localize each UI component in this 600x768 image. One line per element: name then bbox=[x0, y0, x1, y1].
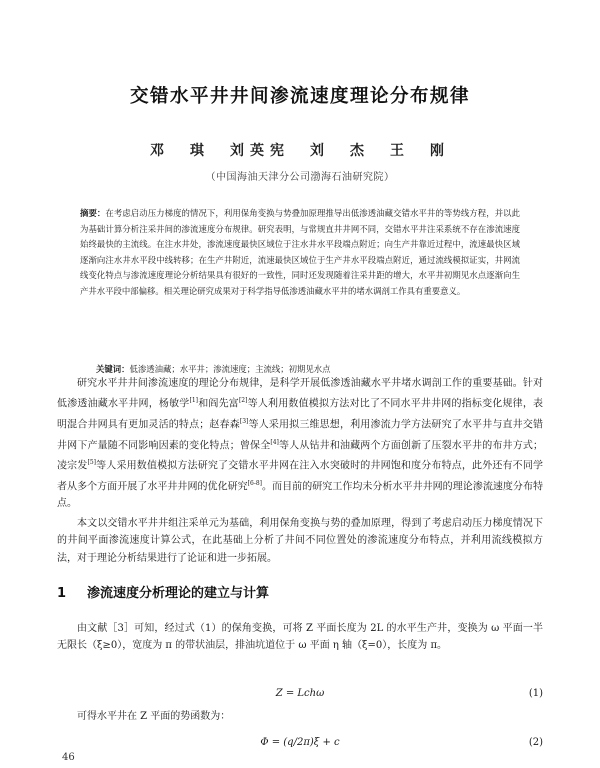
section-number: 1 bbox=[57, 586, 67, 601]
paragraph-text: 本文以交错水平井井组注采单元为基础，利用保角变换与势的叠加原理，得到了考虑启动压力梯度情况下的井间平面渗流速度计算公式，在此基础上分析了井间不同位置处的渗流速度分布特点，并利用流线模拟方法，对于理论分析结果进行了论证和进一步拓展。 bbox=[57, 518, 543, 564]
abstract-label: 摘要： bbox=[80, 208, 106, 218]
text-run: 等人采用拟三维思想，利用渗流力学方法研究了水平井与直井交错井网下产量随不同影响因素的变化特点；曾保全 bbox=[57, 419, 544, 451]
page-number: 46 bbox=[62, 752, 75, 763]
section-title: 渗流速度分析理论的建立与计算 bbox=[87, 586, 270, 601]
citation: [5] bbox=[87, 459, 96, 467]
equation-number: (2) bbox=[528, 737, 543, 748]
method-paragraph-1 bbox=[57, 620, 543, 655]
section-heading bbox=[57, 582, 269, 601]
affiliation: （中国海油天津分公司渤海石油研究院） bbox=[205, 172, 395, 183]
text-run: 等人利用数值模拟方法对比了不同水平井井网的指标变化规律，表明混合井网具有更加灵活的特点；赵春森 bbox=[57, 398, 544, 431]
text-run: 和阎先富 bbox=[198, 398, 239, 410]
keywords-text: 低渗透油藏；水平井；渗流速度；主流线；初期见水点 bbox=[129, 364, 331, 374]
keywords bbox=[96, 363, 520, 375]
abstract-text: 在考虑启动压力梯度的情况下，利用保角变换与势叠加原理推导出低渗透油藏交错水平井的等势线方程，并以此为基础计算分析注采井间的渗流速度分布规律。研究表明，与常规直井井网不同，交错水平井注采系统不存在渗流速度始终最快的主流线。在注水井处，渗流速度最快区域位于注水井水平段端点附近；向生产井靠近过程中，流速最快区域逐渐向注水井水平段中线转移；在生产井附近，流速最快区域位于生产井水平段端点附近，通过流线模拟证实，井网流线变化特点与渗流速度理论分析结果具有很好的一致性，同时还发现随着注采井距的增大，水平井初期见水点逐渐向生产井水平段中部偏移。相关理论研究成果对于科学指导低渗透油藏水平井的堵水调剖工作具有重要意义。 bbox=[80, 208, 520, 296]
text-run: 。而目前的研究工作均未分析水平井井网的理论渗流速度分布特点。 bbox=[57, 481, 544, 510]
paragraph-text: 可得水平井在 Z 平面的势函数为： bbox=[77, 711, 231, 722]
equation-expression: Z = Lchω bbox=[275, 688, 325, 699]
text-run: 等人采用数值模拟方法研究了交错水平井网在注入水突破时的井网饱和度分布特点，此外还有不同学者从多个方面开展了水平井井网的优化研究 bbox=[57, 460, 544, 493]
citation: [1] bbox=[189, 397, 198, 405]
paragraph-text: 由文献［3］可知，经过式（1）的保角变换，可将 Z 平面长度为 2L 的水平生产井，变换为 ω 平面一半无限长（ξ≥0），宽度为 π 的带状油层，排油坑道位于 ω 平面 η 轴（ξ=0），长度为 π。 bbox=[57, 623, 543, 652]
intro-paragraph-1 bbox=[57, 375, 543, 513]
text-run: 研究水平井井间渗流速度的理论分布规律，是科学开展低渗透油藏水平井堵水调剖工作的重要基础。针对低渗透油藏水平井网，杨敏学 bbox=[57, 378, 543, 410]
intro-paragraph-2 bbox=[57, 515, 543, 567]
citation: [2] bbox=[238, 397, 248, 405]
author-list: 邓 琪 刘英宪 刘 杰 王 刚 bbox=[150, 143, 450, 159]
method-paragraph-2 bbox=[57, 708, 543, 725]
abstract bbox=[80, 206, 520, 300]
citation: [3] bbox=[239, 417, 249, 425]
paper-title: 交错水平井井间渗流速度理论分布规律 bbox=[129, 86, 470, 107]
equation-expression: Φ = (q/2π)ξ + c bbox=[260, 737, 340, 748]
keywords-label: 关键词： bbox=[96, 364, 130, 374]
text-run: 等人从钻井和油藏两个方面创新了压裂水平井的布井方式；凌宗发 bbox=[57, 439, 544, 472]
equation-number: (1) bbox=[528, 688, 543, 699]
citation: [6-8] bbox=[247, 479, 263, 487]
citation: [4] bbox=[270, 438, 279, 446]
